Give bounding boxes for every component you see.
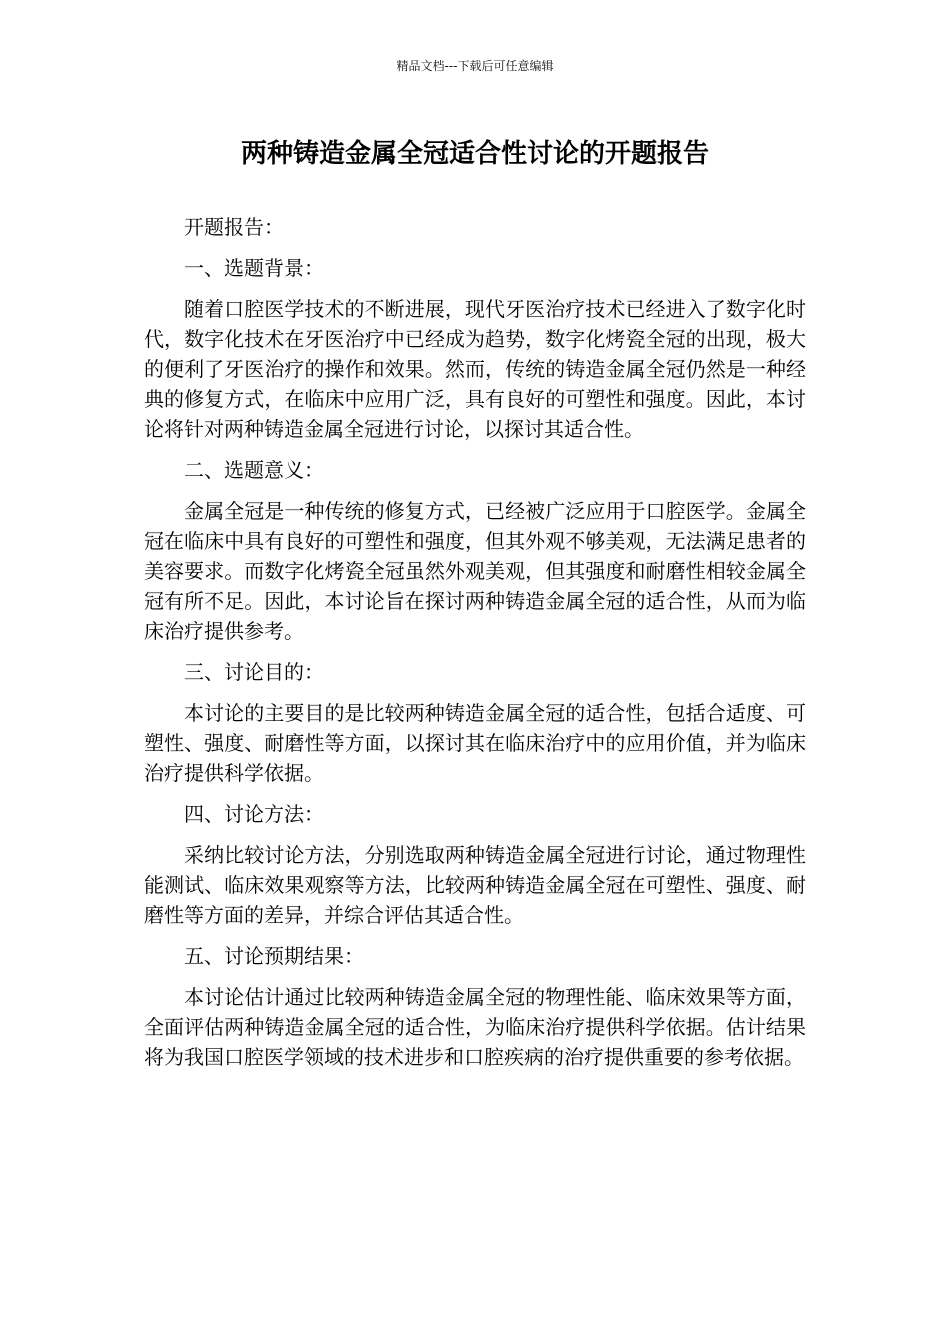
section-heading-expected-results: 五、讨论预期结果： (184, 944, 364, 968)
document-title: 两种铸造金属全冠适合性讨论的开题报告 (240, 139, 709, 169)
document-body (144, 212, 806, 1072)
section-heading-significance: 二、选题意义： (184, 458, 324, 482)
section-body-expected-results: 本讨论估计通过比较两种铸造金属全冠的物理性能、临床效果等方面，全面评估两种铸造金属全冠的适合性，为临床治疗提供科学依据。估计结果将为我国口腔医学领域的技术进步和口腔疾病的治疗提供重要的参考依据。 (144, 985, 806, 1069)
section-heading-method: 四、讨论方法： (184, 802, 324, 826)
page-header: 精品文档---下载后可任意编辑 (396, 59, 554, 73)
section-body-method: 采纳比较讨论方法，分别选取两种铸造金属全冠进行讨论，通过物理性能测试、临床效果观察等方法，比较两种铸造金属全冠在可塑性、强度、耐磨性等方面的差异，并综合评估其适合性。 (144, 843, 806, 927)
intro-label: 开题报告： (184, 215, 284, 239)
section-body-significance: 金属全冠是一种传统的修复方式，已经被广泛应用于口腔医学。金属全冠在临床中具有良好的可塑性和强度，但其外观不够美观，无法满足患者的美容要求。而数字化烤瓷全冠虽然外观美观，但其强度和耐磨性相较金属全冠有所不足。因此，本讨论旨在探讨两种铸造金属全冠的适合性，从而为临床治疗提供参考。 (144, 499, 806, 643)
section-body-purpose: 本讨论的主要目的是比较两种铸造金属全冠的适合性，包括合适度、可塑性、强度、耐磨性等方面，以探讨其在临床治疗中的应用价值，并为临床治疗提供科学依据。 (144, 701, 806, 785)
section-heading-purpose: 三、讨论目的： (184, 660, 324, 684)
section-heading-background: 一、选题背景： (184, 256, 324, 280)
section-body-background: 随着口腔医学技术的不断进展，现代牙医治疗技术已经进入了数字化时代，数字化技术在牙医治疗中已经成为趋势，数字化烤瓷全冠的出现，极大的便利了牙医治疗的操作和效果。然而，传统的铸造金属全冠仍然是一种经典的修复方式，在临床中应用广泛，具有良好的可塑性和强度。因此，本讨论将针对两种铸造金属全冠进行讨论，以探讨其适合性。 (144, 297, 806, 441)
